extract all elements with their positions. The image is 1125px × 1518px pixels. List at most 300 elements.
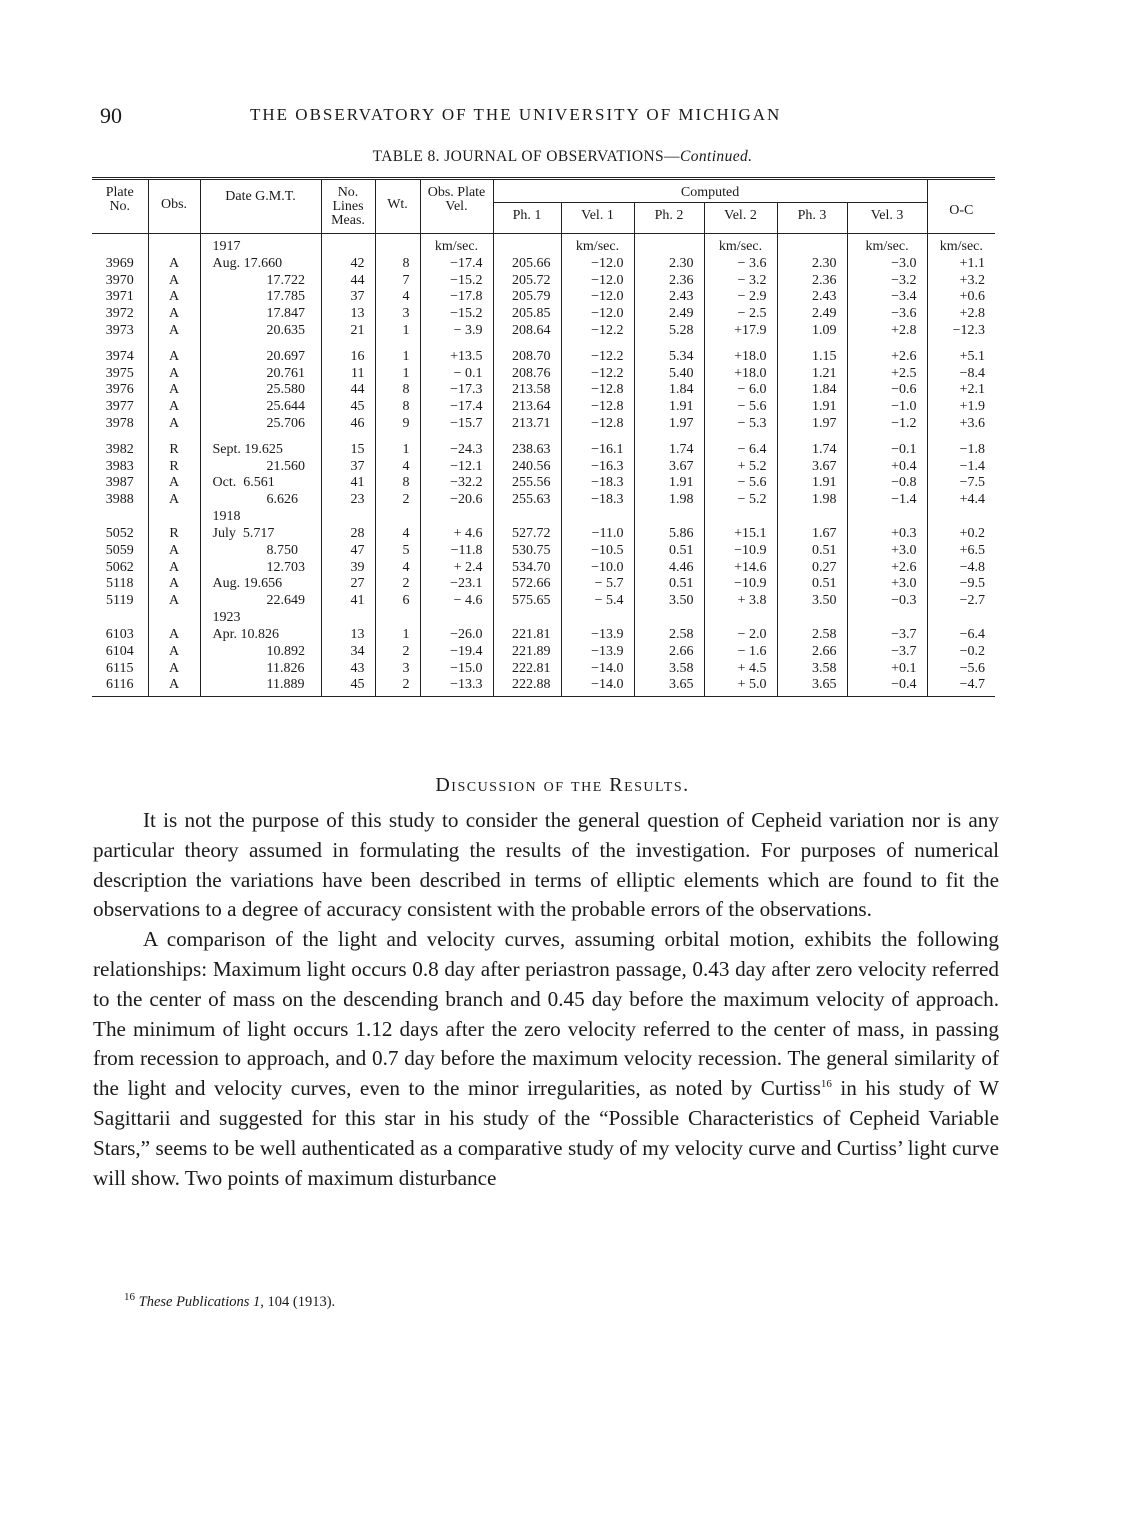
cell-velocity-3: +2.6 [847, 560, 927, 577]
cell-observed-velocity: −11.8 [420, 543, 493, 560]
cell-lines-measured: 41 [321, 593, 375, 610]
cell-lines-measured: 44 [321, 273, 375, 290]
cell-phase-2: 1.74 [634, 442, 704, 459]
cell-o-c: −12.3 [927, 323, 995, 340]
cell-weight: 8 [375, 382, 420, 399]
running-head-title: THE OBSERVATORY OF THE UNIVERSITY OF MICHIGAN [250, 105, 782, 124]
cell-observer: A [148, 627, 200, 644]
cell-phase-2: 1.97 [634, 416, 704, 433]
paragraph [93, 925, 999, 1193]
cell-velocity-3: −0.6 [847, 382, 927, 399]
cell-velocity-1: −16.1 [561, 442, 634, 459]
header-observed-velocity: Obs. Plate Vel. [420, 179, 493, 234]
cell-velocity-1: −11.0 [561, 526, 634, 543]
cell-plate-no: 3982 [105, 441, 134, 457]
cell-plate-no: 6116 [92, 677, 148, 696]
cell-date: 12.703 [200, 560, 321, 577]
cell-weight: 2 [375, 576, 420, 593]
cell-velocity-1: −12.0 [561, 306, 634, 323]
cell-lines-measured: 21 [321, 323, 375, 340]
unit-label: km/sec. [704, 234, 777, 256]
cell-date: 20.697 [200, 349, 321, 366]
table-row [92, 677, 995, 696]
header-date: Date G.M.T. [200, 179, 321, 234]
cell-lines-measured: 42 [321, 256, 375, 273]
cell-observed-velocity: −17.4 [420, 256, 493, 273]
cell-phase-3: 2.43 [777, 289, 847, 306]
cell-velocity-2: − 3.6 [704, 256, 777, 273]
year-label: 1917 [200, 234, 321, 256]
cell-phase-3: 1.91 [777, 399, 847, 416]
cell-date: 8.750 [200, 543, 321, 560]
cell-velocity-1: −10.0 [561, 560, 634, 577]
cell-lines-measured: 13 [321, 627, 375, 644]
table-title-continued: Continued. [679, 148, 753, 165]
running-head [100, 103, 1000, 127]
cell-o-c: +5.1 [927, 349, 995, 366]
cell-date: 20.761 [200, 366, 321, 383]
group-gap [92, 433, 995, 442]
cell-velocity-2: − 2.9 [704, 289, 777, 306]
cell-velocity-3: −0.8 [847, 475, 927, 492]
table-row [92, 256, 995, 273]
cell-observed-velocity: −26.0 [420, 627, 493, 644]
header-vel2: Vel. 2 [704, 203, 777, 234]
cell-lines-measured: 43 [321, 661, 375, 678]
cell-plate-no: 3978 [105, 415, 134, 431]
units-row [92, 234, 995, 256]
cell-velocity-1: −18.3 [561, 475, 634, 492]
cell-phase-1: 240.56 [493, 459, 561, 476]
cell-velocity-1: −12.2 [561, 366, 634, 383]
cell-phase-3: 0.51 [777, 576, 847, 593]
cell-date: 22.649 [200, 593, 321, 610]
cell-plate-no: 6103 [105, 626, 134, 642]
cell-velocity-1: −12.2 [561, 349, 634, 366]
cell-o-c: +1.9 [927, 399, 995, 416]
cell-observer: R [148, 442, 200, 459]
cell-velocity-1: −12.8 [561, 382, 634, 399]
header-ph2: Ph. 2 [634, 203, 704, 234]
cell-plate-no: 3971 [105, 289, 134, 305]
cell-date: 20.635 [200, 323, 321, 340]
cell-plate-no: 6115 [106, 660, 134, 676]
cell-phase-3: 3.58 [777, 661, 847, 678]
cell-phase-1: 221.81 [493, 627, 561, 644]
cell-lines-measured: 11 [321, 366, 375, 383]
cell-plate-no: 3988 [105, 492, 134, 508]
cell-phase-2: 3.50 [634, 593, 704, 610]
cell-phase-3: 1.15 [777, 349, 847, 366]
header-weight: Wt. [375, 179, 420, 234]
cell-phase-1: 530.75 [493, 543, 561, 560]
cell-velocity-3: −3.2 [847, 273, 927, 290]
cell-observer: A [148, 644, 200, 661]
cell-date: 25.580 [200, 382, 321, 399]
footnote [124, 1291, 336, 1311]
cell-o-c: −7.5 [927, 475, 995, 492]
cell-velocity-2: − 5.6 [704, 399, 777, 416]
cell-weight: 8 [375, 475, 420, 492]
cell-phase-2: 2.58 [634, 627, 704, 644]
cell-weight: 1 [375, 323, 420, 340]
cell-phase-1: 208.70 [493, 349, 561, 366]
cell-velocity-3: +2.8 [847, 323, 927, 340]
cell-observed-velocity: − 0.1 [420, 366, 493, 383]
cell-lines-measured: 23 [321, 492, 375, 509]
cell-lines-measured: 44 [321, 382, 375, 399]
cell-date: 25.706 [200, 416, 321, 433]
cell-phase-1: 222.88 [493, 677, 561, 696]
group-gap [92, 340, 995, 349]
cell-lines-measured: 37 [321, 459, 375, 476]
cell-date: Oct. 6.561 [200, 475, 321, 492]
cell-phase-2: 3.58 [634, 661, 704, 678]
cell-o-c: −6.4 [927, 627, 995, 644]
cell-velocity-3: +2.5 [847, 366, 927, 383]
cell-weight: 6 [375, 593, 420, 610]
cell-phase-3: 2.36 [777, 273, 847, 290]
section-heading: Discussion of the Results. [435, 774, 690, 796]
table-row [92, 273, 995, 290]
cell-o-c: +0.2 [927, 526, 995, 543]
cell-weight: 1 [375, 366, 420, 383]
cell-velocity-2: + 5.2 [704, 459, 777, 476]
table-row [92, 459, 995, 476]
cell-phase-3: 1.09 [777, 323, 847, 340]
cell-lines-measured: 46 [321, 416, 375, 433]
cell-velocity-3: −3.4 [847, 289, 927, 306]
cell-lines-measured: 45 [321, 677, 375, 696]
unit-label: km/sec. [927, 234, 995, 256]
cell-velocity-1: −13.9 [561, 644, 634, 661]
cell-phase-3: 1.21 [777, 366, 847, 383]
cell-phase-3: 3.65 [777, 677, 847, 696]
table-row [92, 382, 995, 399]
cell-weight: 1 [375, 627, 420, 644]
cell-phase-1: 213.64 [493, 399, 561, 416]
cell-velocity-3: −3.7 [847, 627, 927, 644]
table-row [92, 366, 995, 383]
cell-phase-1: 205.72 [493, 273, 561, 290]
cell-o-c: −5.6 [927, 661, 995, 678]
cell-weight: 5 [375, 543, 420, 560]
cell-velocity-2: +15.1 [704, 526, 777, 543]
cell-plate-no: 3975 [105, 365, 134, 381]
cell-date: 11.826 [200, 661, 321, 678]
cell-phase-3: 1.91 [777, 475, 847, 492]
cell-weight: 4 [375, 560, 420, 577]
cell-phase-3: 1.84 [777, 382, 847, 399]
table-row [92, 627, 995, 644]
cell-plate-no: 3974 [105, 348, 134, 364]
cell-velocity-2: +18.0 [704, 349, 777, 366]
cell-date: 17.785 [200, 289, 321, 306]
table-row [92, 475, 995, 492]
cell-plate-no: 3969 [105, 255, 134, 271]
cell-observer: A [148, 306, 200, 323]
cell-velocity-1: −13.9 [561, 627, 634, 644]
cell-weight: 2 [375, 492, 420, 509]
cell-velocity-1: − 5.7 [561, 576, 634, 593]
cell-phase-2: 4.46 [634, 560, 704, 577]
cell-velocity-1: −10.5 [561, 543, 634, 560]
cell-weight: 8 [375, 399, 420, 416]
unit-label: km/sec. [561, 234, 634, 256]
cell-phase-2: 3.67 [634, 459, 704, 476]
cell-weight: 2 [375, 644, 420, 661]
cell-phase-2: 0.51 [634, 576, 704, 593]
cell-phase-2: 1.98 [634, 492, 704, 509]
cell-observer: A [148, 349, 200, 366]
cell-observed-velocity: −23.1 [420, 576, 493, 593]
cell-lines-measured: 45 [321, 399, 375, 416]
cell-o-c: +0.6 [927, 289, 995, 306]
cell-phase-2: 3.65 [634, 677, 704, 696]
cell-velocity-3: +3.0 [847, 543, 927, 560]
cell-observer: A [148, 492, 200, 509]
cell-velocity-3: +0.1 [847, 661, 927, 678]
cell-phase-2: 5.34 [634, 349, 704, 366]
cell-o-c: +2.1 [927, 382, 995, 399]
cell-phase-3: 1.67 [777, 526, 847, 543]
cell-o-c: +3.6 [927, 416, 995, 433]
cell-velocity-3: +2.6 [847, 349, 927, 366]
cell-plate-no: 5118 [106, 576, 134, 592]
header-ph1: Ph. 1 [493, 203, 561, 234]
cell-observer: A [148, 382, 200, 399]
paragraph: It is not the purpose of this study to consider the general question of Cepheid variation nor is any particular theory assumed in formulating the results of the investigation. For purposes of numerical description the variations have been described in terms of elliptic elements which are found to fit the observations to a degree of accuracy consistent with the probable errors of the observations. [93, 808, 999, 922]
cell-date: Aug. 19.656 [200, 576, 321, 593]
cell-phase-2: 2.66 [634, 644, 704, 661]
cell-observed-velocity: −17.3 [420, 382, 493, 399]
cell-lines-measured: 27 [321, 576, 375, 593]
cell-velocity-3: −3.6 [847, 306, 927, 323]
cell-velocity-2: +17.9 [704, 323, 777, 340]
footnote-mark: 16 [124, 1291, 135, 1304]
cell-velocity-2: − 5.3 [704, 416, 777, 433]
paragraph-text: in his study of W Sagittarii and suggested for this star in his study of the “Possible Characteristics of Cepheid Variable Stars,” seems to be well authenticated as a comparative study of my velocity curve and Curtiss’ light curve will show. Two points of maximum disturbance [93, 1076, 999, 1190]
cell-velocity-2: − 6.0 [704, 382, 777, 399]
cell-observed-velocity: −13.3 [420, 677, 493, 696]
cell-weight: 1 [375, 349, 420, 366]
cell-o-c: −1.4 [927, 459, 995, 476]
cell-observed-velocity: −24.3 [420, 442, 493, 459]
table-title-text: TABLE 8. JOURNAL OF OBSERVATIONS— [372, 148, 680, 165]
cell-plate-no: 3983 [105, 458, 134, 474]
table-row [92, 661, 995, 678]
cell-observer: A [148, 593, 200, 610]
cell-observer: A [148, 256, 200, 273]
page-number: 90 [100, 103, 122, 128]
cell-velocity-3: −1.0 [847, 399, 927, 416]
cell-velocity-1: −18.3 [561, 492, 634, 509]
cell-velocity-1: −12.0 [561, 273, 634, 290]
cell-observer: A [148, 399, 200, 416]
cell-weight: 1 [375, 442, 420, 459]
cell-phase-1: 534.70 [493, 560, 561, 577]
cell-date: 17.847 [200, 306, 321, 323]
cell-velocity-3: −0.3 [847, 593, 927, 610]
cell-o-c: −0.2 [927, 644, 995, 661]
cell-velocity-2: +18.0 [704, 366, 777, 383]
cell-velocity-1: −12.8 [561, 416, 634, 433]
cell-velocity-3: −0.4 [847, 677, 927, 696]
cell-phase-2: 2.43 [634, 289, 704, 306]
cell-observer: A [148, 416, 200, 433]
cell-weight: 7 [375, 273, 420, 290]
cell-phase-1: 572.66 [493, 576, 561, 593]
cell-plate-no: 6104 [105, 643, 134, 659]
cell-phase-2: 1.91 [634, 399, 704, 416]
cell-observed-velocity: −12.1 [420, 459, 493, 476]
body-text [93, 806, 999, 1193]
table-row [92, 526, 995, 543]
cell-o-c: +6.5 [927, 543, 995, 560]
cell-phase-1: 213.58 [493, 382, 561, 399]
cell-velocity-1: −14.0 [561, 661, 634, 678]
cell-observer: A [148, 273, 200, 290]
header-ph3: Ph. 3 [777, 203, 847, 234]
cell-plate-no: 3977 [105, 399, 134, 415]
cell-velocity-2: + 3.8 [704, 593, 777, 610]
cell-velocity-1: − 5.4 [561, 593, 634, 610]
cell-weight: 3 [375, 306, 420, 323]
footnote-detail: 104 (1913). [263, 1294, 336, 1310]
cell-velocity-3: −1.2 [847, 416, 927, 433]
cell-phase-1: 238.63 [493, 442, 561, 459]
cell-phase-1: 255.56 [493, 475, 561, 492]
cell-observed-velocity: − 4.6 [420, 593, 493, 610]
cell-velocity-3: −1.4 [847, 492, 927, 509]
cell-velocity-2: − 6.4 [704, 442, 777, 459]
cell-plate-no: 5052 [105, 525, 134, 541]
cell-weight: 4 [375, 459, 420, 476]
cell-observer: A [148, 289, 200, 306]
header-o-c: O-C [927, 179, 995, 234]
cell-o-c: +4.4 [927, 492, 995, 509]
cell-o-c: −8.4 [927, 366, 995, 383]
cell-phase-2: 2.49 [634, 306, 704, 323]
cell-plate-no: 3973 [105, 322, 134, 338]
cell-velocity-2: − 5.6 [704, 475, 777, 492]
cell-phase-3: 0.51 [777, 543, 847, 560]
observations-table [92, 177, 995, 697]
header-vel1: Vel. 1 [561, 203, 634, 234]
cell-date: Apr. 10.826 [200, 627, 321, 644]
cell-observed-velocity: −15.2 [420, 273, 493, 290]
unit-label: km/sec. [847, 234, 927, 256]
cell-observed-velocity: −15.0 [420, 661, 493, 678]
cell-velocity-2: − 2.5 [704, 306, 777, 323]
cell-date: Aug. 17.660 [200, 256, 321, 273]
cell-observer: A [148, 475, 200, 492]
cell-lines-measured: 37 [321, 289, 375, 306]
cell-plate-no: 5059 [105, 542, 134, 558]
year-label: 1918 [200, 509, 321, 526]
cell-plate-no: 5062 [105, 559, 134, 575]
table-title [0, 148, 1125, 166]
table-row [92, 306, 995, 323]
group-gap [92, 610, 995, 627]
group-gap [92, 509, 995, 526]
cell-date: 25.644 [200, 399, 321, 416]
cell-velocity-3: −0.1 [847, 442, 927, 459]
cell-weight: 8 [375, 256, 420, 273]
cell-lines-measured: 39 [321, 560, 375, 577]
table-row [92, 442, 995, 459]
cell-observed-velocity: −20.6 [420, 492, 493, 509]
cell-observed-velocity: −15.7 [420, 416, 493, 433]
cell-observer: R [148, 526, 200, 543]
table-row [92, 289, 995, 306]
cell-date: 17.722 [200, 273, 321, 290]
cell-phase-1: 221.89 [493, 644, 561, 661]
cell-observed-velocity: −17.8 [420, 289, 493, 306]
cell-phase-1: 255.63 [493, 492, 561, 509]
cell-date: 21.560 [200, 459, 321, 476]
cell-o-c: +2.8 [927, 306, 995, 323]
cell-o-c: −4.8 [927, 560, 995, 577]
cell-date: 10.892 [200, 644, 321, 661]
table-row [92, 399, 995, 416]
cell-velocity-2: + 5.0 [704, 677, 777, 696]
cell-velocity-3: −3.0 [847, 256, 927, 273]
cell-phase-2: 5.40 [634, 366, 704, 383]
cell-observed-velocity: + 4.6 [420, 526, 493, 543]
cell-velocity-1: −12.0 [561, 289, 634, 306]
cell-phase-2: 0.51 [634, 543, 704, 560]
header-plate-no: Plate No. [92, 179, 148, 234]
cell-date: 11.889 [200, 677, 321, 696]
cell-phase-3: 2.66 [777, 644, 847, 661]
cell-phase-3: 2.49 [777, 306, 847, 323]
table-row [92, 323, 995, 340]
cell-observer: A [148, 543, 200, 560]
year-label: 1923 [200, 610, 321, 627]
cell-date: Sept. 19.625 [200, 442, 321, 459]
cell-plate-no: 3970 [105, 272, 134, 288]
table-row [92, 416, 995, 433]
cell-phase-3: 1.97 [777, 416, 847, 433]
table-row [92, 576, 995, 593]
cell-phase-3: 3.67 [777, 459, 847, 476]
cell-phase-1: 575.65 [493, 593, 561, 610]
cell-lines-measured: 47 [321, 543, 375, 560]
cell-observer: A [148, 366, 200, 383]
cell-date: 6.626 [200, 492, 321, 509]
table-row [92, 560, 995, 577]
cell-plate-no: 3987 [105, 475, 134, 491]
cell-phase-3: 1.74 [777, 442, 847, 459]
cell-lines-measured: 16 [321, 349, 375, 366]
cell-velocity-1: −12.2 [561, 323, 634, 340]
cell-lines-measured: 41 [321, 475, 375, 492]
cell-velocity-1: −12.0 [561, 256, 634, 273]
cell-observer: A [148, 560, 200, 577]
footnote-reference: 16 [820, 1078, 832, 1091]
cell-lines-measured: 34 [321, 644, 375, 661]
cell-observer: A [148, 323, 200, 340]
cell-phase-3: 0.27 [777, 560, 847, 577]
footnote-source: These Publications 1, [138, 1294, 264, 1310]
table-body [92, 234, 995, 697]
cell-velocity-1: −16.3 [561, 459, 634, 476]
table-row [92, 543, 995, 560]
cell-phase-1: 205.66 [493, 256, 561, 273]
cell-velocity-2: − 2.0 [704, 627, 777, 644]
cell-velocity-3: −3.7 [847, 644, 927, 661]
